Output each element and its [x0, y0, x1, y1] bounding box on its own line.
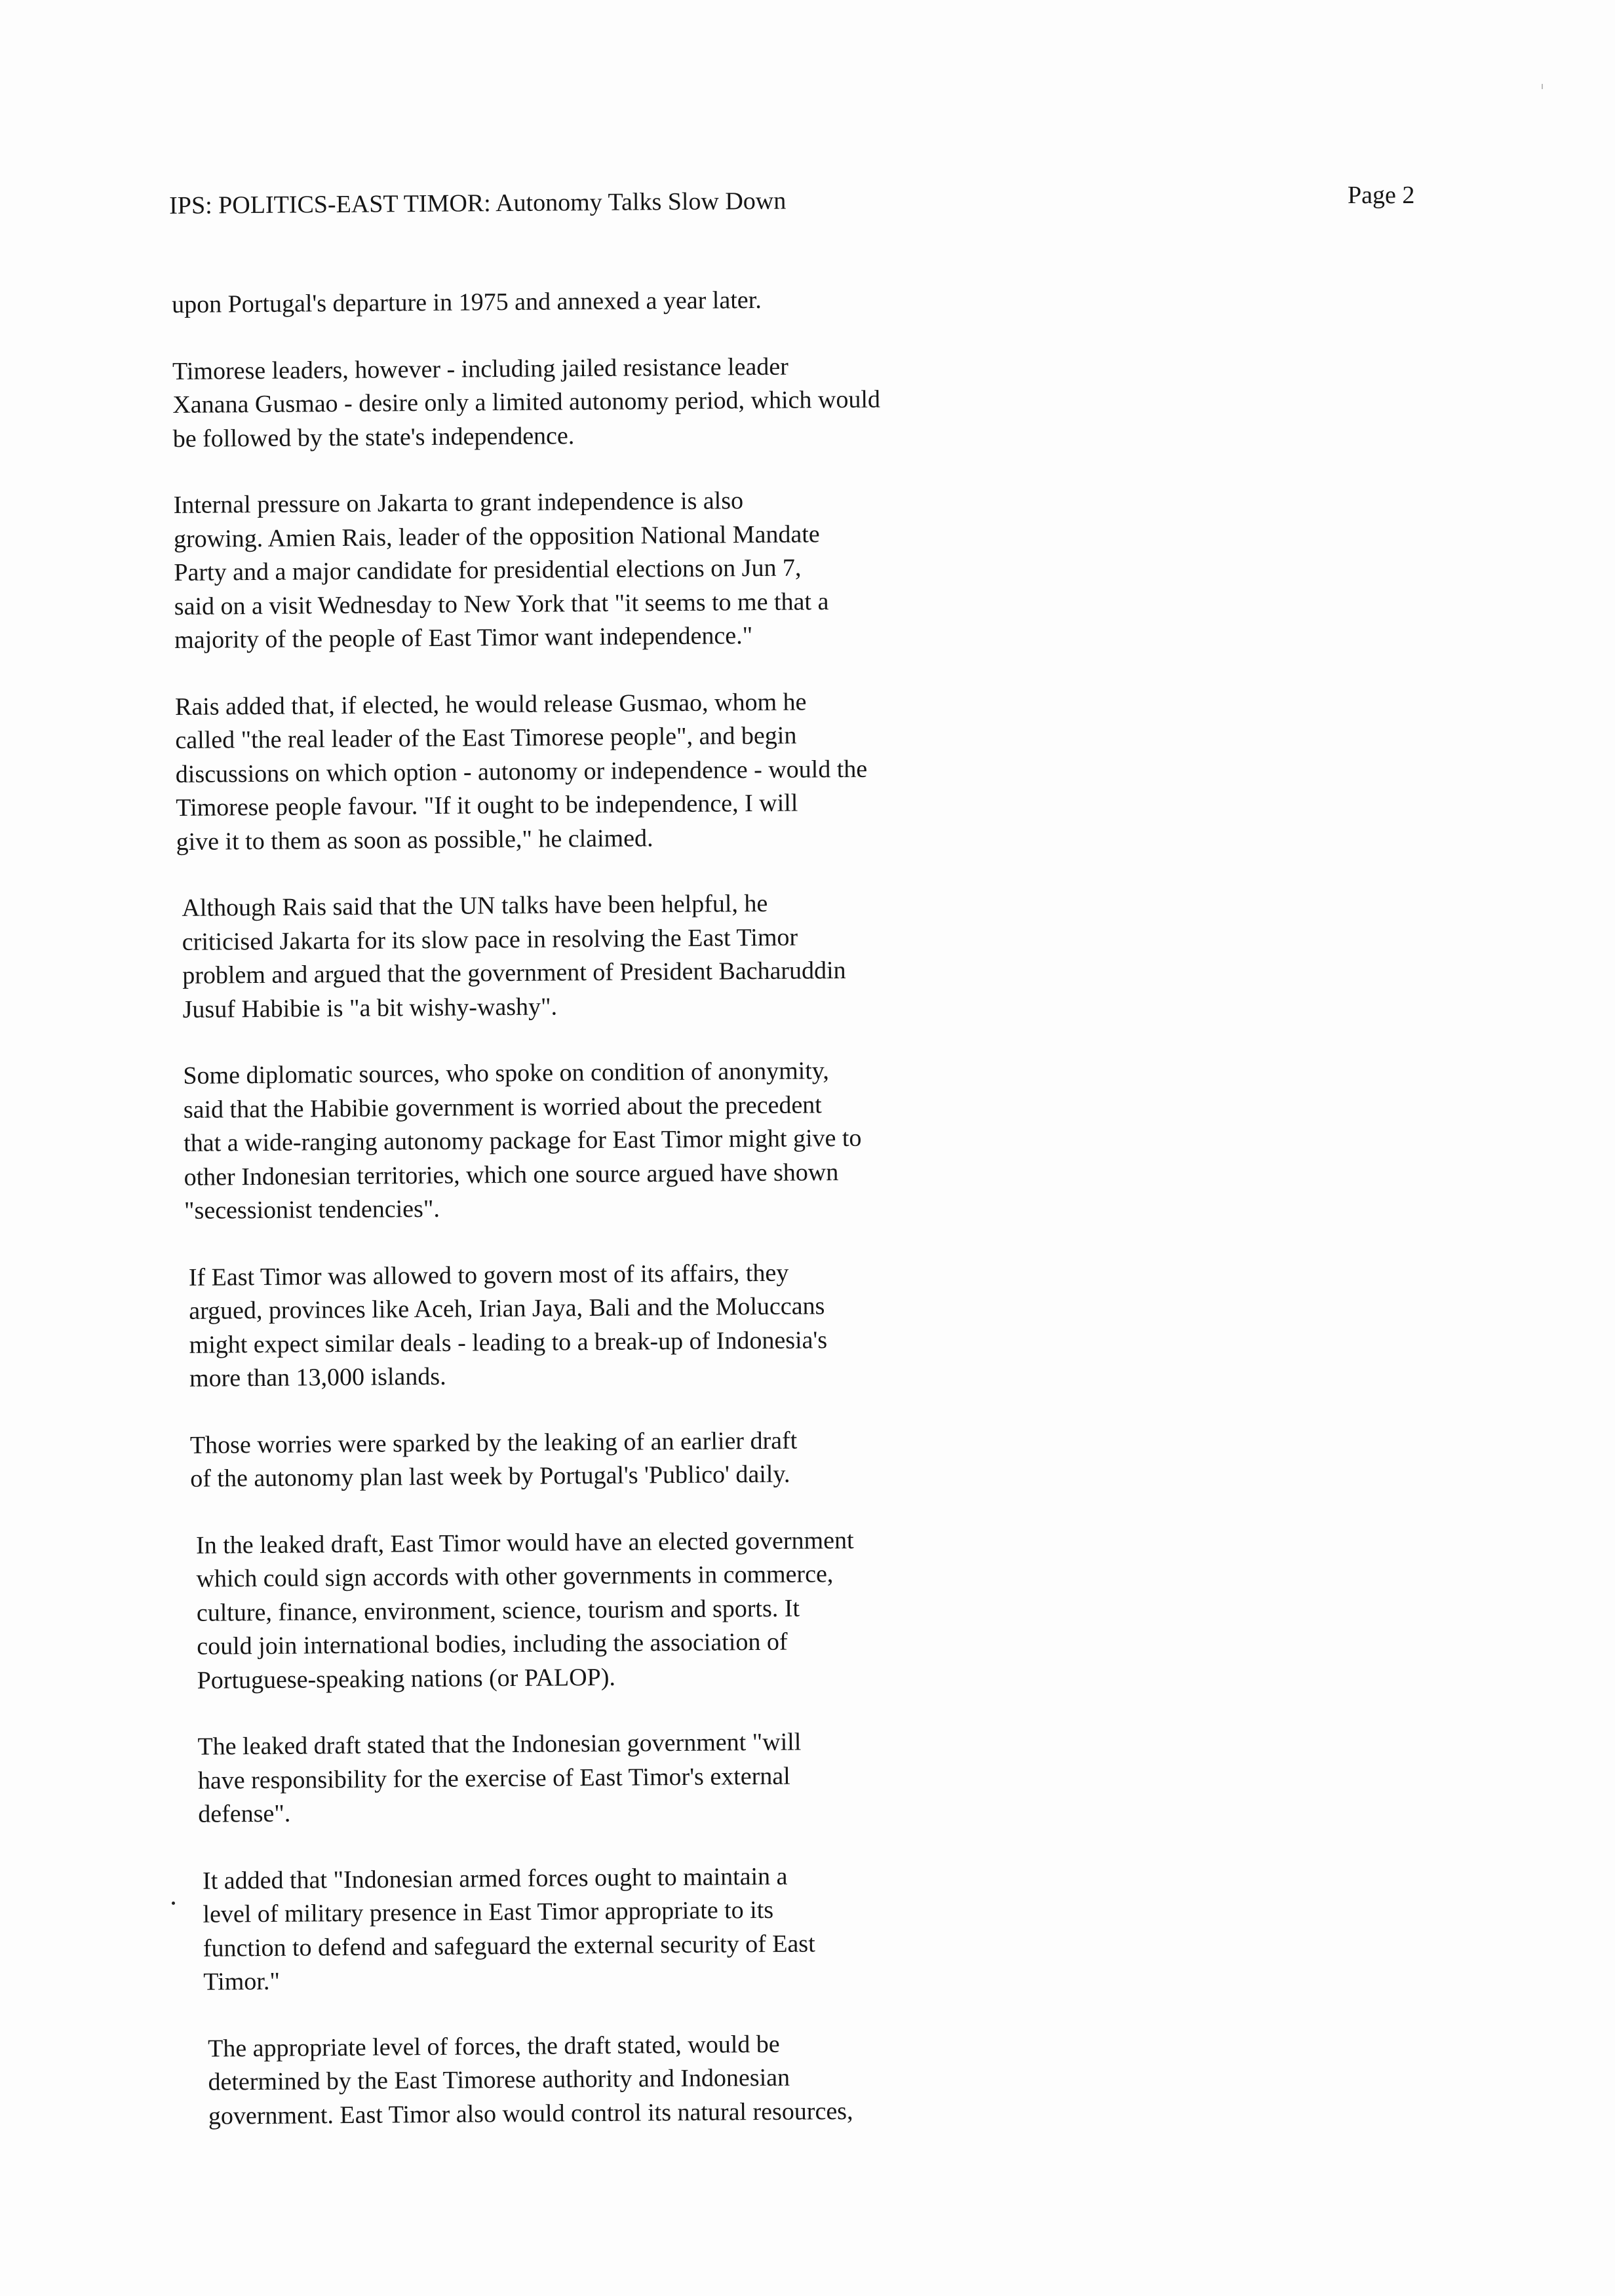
paragraph: upon Portugal's departure in 1975 and annexed a year later. — [172, 286, 762, 318]
paragraph: It added that "Indonesian armed forces ought to maintain a level of military presence in East Timor appropriate to its function to defend and safeguard the external security of East Timor." — [202, 1862, 815, 1996]
document-header-title: IPS: POLITICS-EAST TIMOR: Autonomy Talks Slow Down — [169, 187, 787, 220]
paragraph: Some diplomatic sources, who spoke on condition of anonymity, said that the Habibie government is worried about the precedent that a wide-ranging autonomy package for East Timor might give to other Indonesian territories, which one source argued have shown "secessionist tendencies". — [183, 1057, 862, 1225]
paragraph: The leaked draft stated that the Indonesian government "will have responsibility for the exercise of East Timor's external defense". — [197, 1728, 802, 1828]
paragraph: Timorese leaders, however - including jailed resistance leader Xanana Gusmao - desire only a limited autonomy period, which would be followed by the state's independence. — [172, 353, 881, 453]
scan-speck — [1542, 84, 1543, 89]
article-body — [172, 282, 1038, 2166]
paragraph: Those worries were sparked by the leaking of an earlier draft of the autonomy plan last week by Portugal's 'Publico' daily. — [189, 1426, 798, 1493]
paragraph: Internal pressure on Jakarta to grant independence is also growing. Amien Rais, leader of the opposition National Mandate Party and a major candidate for presidential elections on Jun 7, said on a visit Wednesday to New York that "it seems to me that a majority of the people of East Timor want independence." — [173, 487, 829, 654]
paragraph: If East Timor was allowed to govern most of its affairs, they argued, provinces like Aceh, Irian Jaya, Bali and the Moluccans might expect similar deals - leading to a break-up of Indonesia's more than 13,000 islands. — [188, 1259, 828, 1392]
paragraph: Although Rais said that the UN talks have been helpful, he criticised Jakarta for its slow pace in resolving the East Timor problem and argued that the government of President Bacharuddin Jusuf Habibie is "a bit wishy-washy". — [182, 889, 846, 1024]
paragraph: In the leaked draft, East Timor would have an elected government which could sign accords with other governments in commerce, culture, finance, environment, science, tourism and sports. It could join international bodies, including the association of Portuguese-speaking nations (or PALOP). — [195, 1526, 854, 1694]
paragraph: Rais added that, if elected, he would release Gusmao, whom he called "the real leader of the East Timorese people", and begin discussions on which option - autonomy or independence - would the Timorese people favour. "If it ought to be independence, I will give it to them as soon as possible," he claimed. — [174, 687, 868, 856]
scan-speck — [172, 1902, 175, 1905]
page-number: Page 2 — [1348, 182, 1415, 209]
paragraph: The appropriate level of forces, the draft stated, would be determined by the East Timorese authority and Indonesian government. East Timor also would control its natural resources, — [207, 2030, 853, 2130]
